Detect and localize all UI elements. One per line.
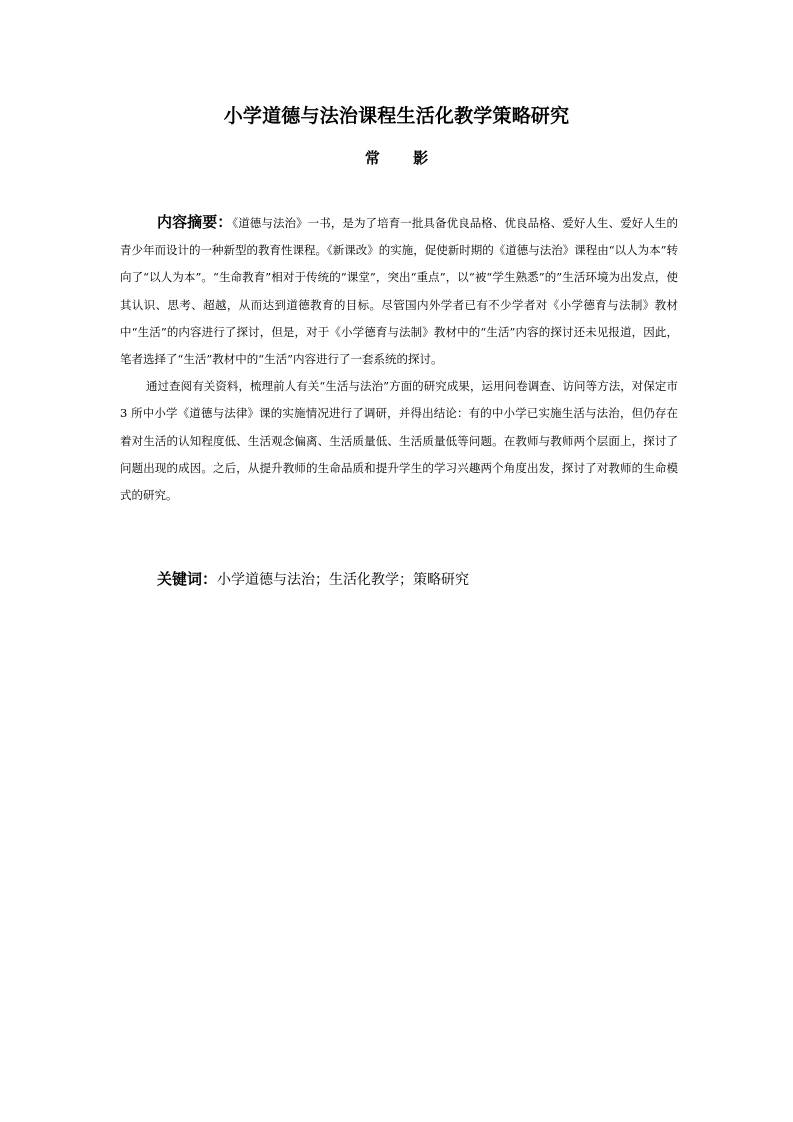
abstract-paragraph-2: 通过查阅有关资料，梳理前人有关“生活与法治”方面的研究成果，运用问卷调查、访问等方法，对保定市 3 所中小学《道德与法律》课的实施情况进行了调研，并得出结论：有的中小学已实施生活与法治，但仍存在着对生活的认知程度低、生活观念偏离、生活质量低、生活质量低等问题。在教师与教师两个层面上，探讨了问题出现的成因。之后，从提升教师的生命品质和提升学生的学习兴趣两个角度出发，探讨了对教师的生命模式的研究。 (120, 379, 678, 503)
keywords-text: 小学道德与法治；生活化教学；策略研究 (217, 572, 470, 588)
paper-title: 小学道德与法治课程生活化教学策略研究 (223, 105, 570, 127)
abstract-section (120, 209, 678, 509)
abstract-label: 内容摘要： (157, 213, 233, 231)
keywords-label: 关键词： (157, 570, 218, 588)
abstract-paragraph-1 (120, 209, 678, 373)
author-name: 常 影 (364, 149, 443, 167)
keywords-section (157, 566, 677, 593)
abstract-text-1: 《道德与法治》一书，是为了培育一批具备优良品格、优良品格、爱好人生、爱好人生的青少年而设计的一种新型的教育性课程。《新课改》的实施，促使新时期的《道德与法治》课程由“以人为本”转向了“以人为本”。“生命教育”相对于传统的“课堂”，突出“重点”，以“被“学生熟悉”的”生活环境为出发点，使其认识、思考、超越，从而达到道德教育的目标。尽管国内外学者已有不少学者对《小学德育与法制》教材中“生活”的内容进行了探讨，但是，对于《小学德育与法制》教材中的“生活”内容的探讨还未见报道，因此，笔者选择了“生活”教材中的“生活”内容进行了一套系统的探讨。 (120, 216, 679, 367)
